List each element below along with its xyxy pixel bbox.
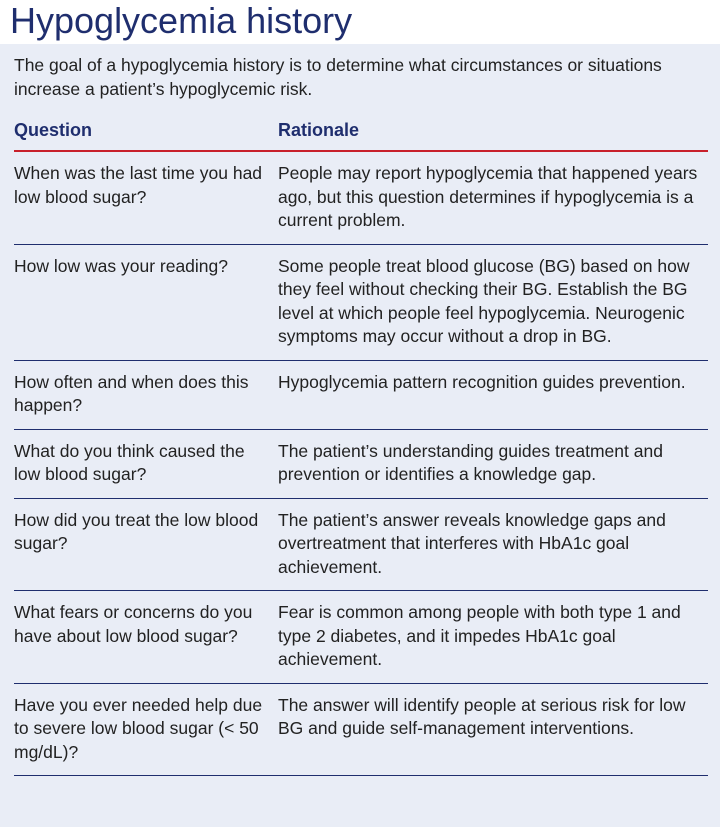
question-cell: What fears or concerns do you have about low blood sugar? <box>14 591 278 684</box>
rationale-cell: The patient’s understanding guides treatment and prevention or identifies a knowledge gap. <box>278 429 708 498</box>
table-row <box>14 429 708 498</box>
page-title: Hypoglycemia history <box>10 0 353 41</box>
column-header-rationale: Rationale <box>278 114 708 151</box>
question-cell: How did you treat the low blood sugar? <box>14 498 278 591</box>
rationale-cell: Fear is common among people with both type 1 and type 2 diabetes, and it impedes HbA1c goal achievement. <box>278 591 708 684</box>
question-rationale-table <box>14 114 708 776</box>
rationale-cell: Some people treat blood glucose (BG) based on how they feel without checking their BG. Establish the BG level at which people feel hypoglycemia. Neurogenic symptoms may occur without a drop in BG. <box>278 244 708 360</box>
table-row <box>14 498 708 591</box>
content-panel <box>0 44 720 827</box>
rationale-cell: Hypoglycemia pattern recognition guides prevention. <box>278 360 708 429</box>
question-cell: What do you think caused the low blood sugar? <box>14 429 278 498</box>
question-cell: How low was your reading? <box>14 244 278 360</box>
question-cell: When was the last time you had low blood sugar? <box>14 151 278 244</box>
table-row <box>14 591 708 684</box>
table-row <box>14 151 708 244</box>
column-header-question: Question <box>14 114 278 151</box>
table-row <box>14 683 708 776</box>
rationale-cell: The answer will identify people at serious risk for low BG and guide self-management interventions. <box>278 683 708 776</box>
question-cell: Have you ever needed help due to severe low blood sugar (< 50 mg/dL)? <box>14 683 278 776</box>
question-cell: How often and when does this happen? <box>14 360 278 429</box>
rationale-cell: The patient’s answer reveals knowledge gaps and overtreatment that interferes with HbA1c goal achievement. <box>278 498 708 591</box>
title-bar <box>0 0 720 44</box>
intro-text: The goal of a hypoglycemia history is to determine what circumstances or situations increase a patient’s hypoglycemic risk. <box>14 55 662 99</box>
table-row <box>14 360 708 429</box>
rationale-cell: People may report hypoglycemia that happened years ago, but this question determines if hypoglycemia is a current problem. <box>278 151 708 244</box>
table-row <box>14 244 708 360</box>
table-header-row <box>14 114 708 151</box>
